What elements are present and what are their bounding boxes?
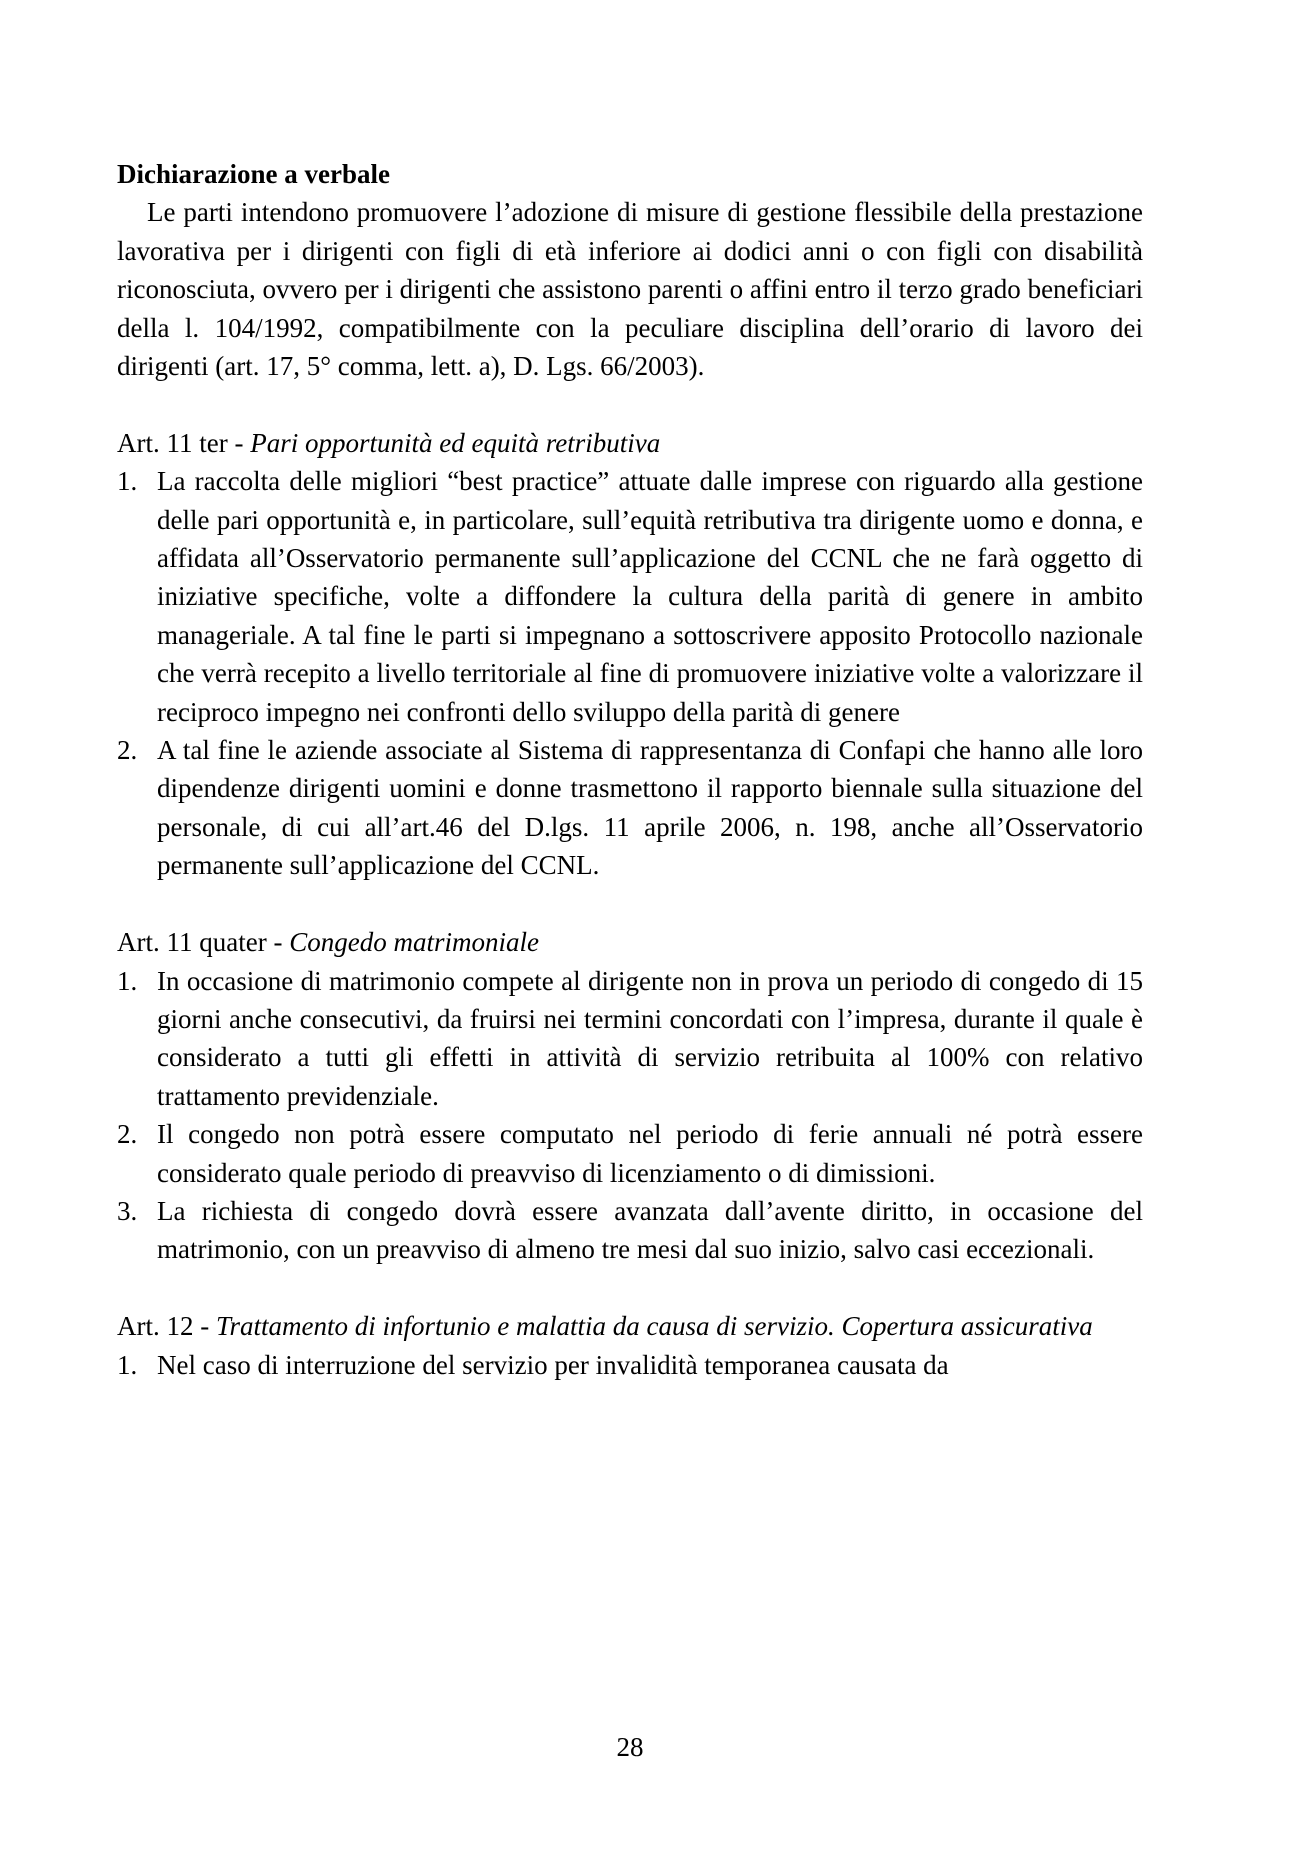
- article-11ter: [117, 424, 1143, 885]
- article-11quater-title: Congedo matrimoniale: [289, 927, 539, 958]
- article-11quater: [117, 923, 1143, 1269]
- article-11ter-heading: [117, 424, 1143, 462]
- article-12-label: Art. 12 -: [117, 1311, 216, 1342]
- list-item-text: A tal fine le aziende associate al Sistema di rappresentanza di Confapi che hanno alle loro dipendenze dirigenti uomini e donne trasmettono il rapporto biennale sulla situazione del personale, di cui all’art.46 del D.lgs. 11 aprile 2006, n. 198, anche all’Osservatorio permanente sull’applicazione del CCNL.: [157, 735, 1143, 881]
- list-item-text: In occasione di matrimonio compete al dirigente non in prova un periodo di congedo di 15 giorni anche consecutivi, da fruirsi nei termini concordati con l’impresa, durante il quale è considerato a tutti gli effetti in attività di servizio retribuita al 100% con relativo trattamento previdenziale.: [157, 965, 1143, 1111]
- article-11ter-label: Art. 11 ter -: [117, 427, 251, 458]
- list-item: [117, 962, 1143, 1116]
- list-item-number: 2.: [117, 735, 138, 766]
- list-item-number: 1.: [117, 466, 138, 497]
- list-item: [117, 1346, 1143, 1384]
- declaration-paragraph: Le parti intendono promuovere l’adozione di misure di gestione flessibile della prestazione lavorativa per i dirigenti con figli di età inferiore ai dodici anni o con figli con disabilità riconosciuta, ovvero per i dirigenti che assistono parenti o affini entro il terzo grado beneficiari della l. 104/1992, compatibilmente con la peculiare disciplina dell’orario di lavoro dei dirigenti (art. 17, 5° comma, lett. a), D. Lgs. 66/2003).: [117, 197, 1143, 382]
- list-item: [117, 1192, 1143, 1269]
- article-12-title: Trattamento di infortunio e malattia da causa di servizio. Copertura assicurativa: [215, 1311, 1093, 1342]
- declaration-heading: Dichiarazione a verbale: [117, 159, 390, 189]
- list-item-number: 1.: [117, 965, 138, 996]
- list-item: [117, 462, 1143, 731]
- list-item-number: 3.: [117, 1195, 138, 1226]
- page-number: 28: [616, 1732, 644, 1762]
- article-12-heading: [117, 1307, 1143, 1345]
- list-item-text: La raccolta delle migliori “best practice” attuate dalle imprese con riguardo alla gestione delle pari opportunità e, in particolare, sull’equità retributiva tra dirigente uomo e donna, e affidata all’Osservatorio permanente sull’applicazione del CCNL che ne farà oggetto di iniziative specifiche, volte a diffondere la cultura della parità di genere in ambito manageriale. A tal fine le parti si impegnano a sottoscrivere apposito Protocollo nazionale che verrà recepito a livello territoriale al fine di promuovere iniziative volte a valorizzare il reciproco impegno nei confronti dello sviluppo della parità di genere: [157, 466, 1143, 727]
- document-content: [117, 155, 1143, 1384]
- list-item-number: 2.: [117, 1119, 138, 1150]
- article-12: [117, 1307, 1143, 1384]
- list-item-number: 1.: [117, 1349, 138, 1380]
- article-11quater-heading: [117, 923, 1143, 961]
- list-item-text: La richiesta di congedo dovrà essere avanzata dall’avente diritto, in occasione del matrimonio, con un preavviso di almeno tre mesi dal suo inizio, salvo casi eccezionali.: [157, 1195, 1143, 1265]
- list-item-text: Nel caso di interruzione del servizio per invalidità temporanea causata da: [157, 1349, 949, 1380]
- list-item: [117, 731, 1143, 885]
- list-item: [117, 1115, 1143, 1192]
- section-declaration: [117, 155, 1143, 385]
- article-11ter-title: Pari opportunità ed equità retributiva: [250, 427, 661, 458]
- article-11quater-label: Art. 11 quater -: [117, 927, 290, 958]
- list-item-text: Il congedo non potrà essere computato nel periodo di ferie annuali né potrà essere considerato quale periodo di preavviso di licenziamento o di dimissioni.: [157, 1119, 1143, 1188]
